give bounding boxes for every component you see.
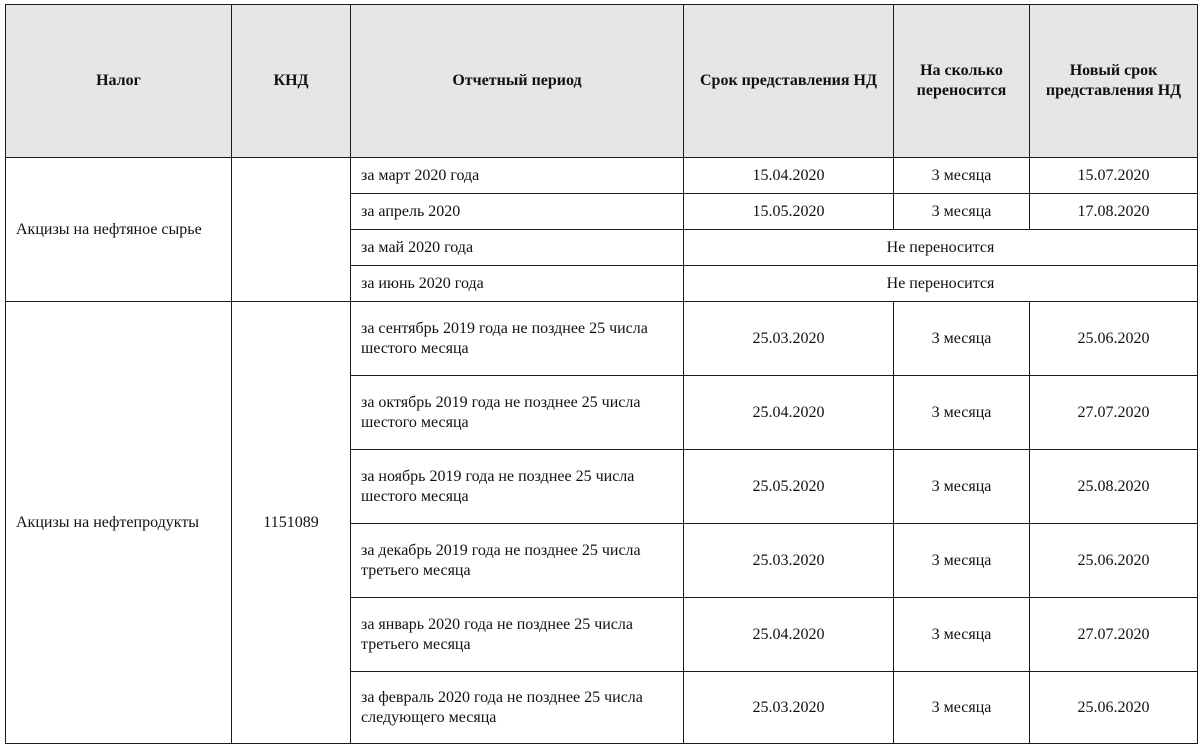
deadline-cell: 25.03.2020 xyxy=(684,524,894,598)
shift-cell: 3 месяца xyxy=(894,302,1030,376)
deadline-cell: 25.03.2020 xyxy=(684,302,894,376)
header-shift: На сколько переносится xyxy=(894,5,1030,158)
not-postponed-cell: Не переносится xyxy=(684,230,1198,266)
tax-name-crude: Акцизы на нефтяное сырье xyxy=(6,158,232,302)
deadline-cell: 15.04.2020 xyxy=(684,158,894,194)
period-cell: за январь 2020 года не позднее 25 числа третьего месяца xyxy=(351,598,684,672)
deadline-cell: 25.04.2020 xyxy=(684,376,894,450)
period-cell: за май 2020 года xyxy=(351,230,684,266)
shift-cell: 3 месяца xyxy=(894,672,1030,744)
deadline-cell: 25.04.2020 xyxy=(684,598,894,672)
new-deadline-cell: 25.06.2020 xyxy=(1030,302,1198,376)
shift-cell: 3 месяца xyxy=(894,194,1030,230)
header-knd: КНД xyxy=(232,5,351,158)
period-cell: за июнь 2020 года xyxy=(351,266,684,302)
tax-deadline-table xyxy=(5,4,1198,744)
new-deadline-cell: 25.08.2020 xyxy=(1030,450,1198,524)
deadline-cell: 25.05.2020 xyxy=(684,450,894,524)
deadline-cell: 15.05.2020 xyxy=(684,194,894,230)
period-cell: за октябрь 2019 года не позднее 25 числа шестого месяца xyxy=(351,376,684,450)
table-row xyxy=(6,158,1198,194)
period-cell: за март 2020 года xyxy=(351,158,684,194)
new-deadline-cell: 27.07.2020 xyxy=(1030,598,1198,672)
header-row xyxy=(6,5,1198,158)
period-cell: за ноябрь 2019 года не позднее 25 числа шестого месяца xyxy=(351,450,684,524)
shift-cell: 3 месяца xyxy=(894,598,1030,672)
period-cell: за апрель 2020 xyxy=(351,194,684,230)
new-deadline-cell: 25.06.2020 xyxy=(1030,672,1198,744)
knd-petroleum: 1151089 xyxy=(232,302,351,744)
period-cell: за февраль 2020 года не позднее 25 числа следующего месяца xyxy=(351,672,684,744)
shift-cell: 3 месяца xyxy=(894,524,1030,598)
period-cell: за сентябрь 2019 года не позднее 25 числа шестого месяца xyxy=(351,302,684,376)
new-deadline-cell: 17.08.2020 xyxy=(1030,194,1198,230)
new-deadline-cell: 25.06.2020 xyxy=(1030,524,1198,598)
header-tax: Налог xyxy=(6,5,232,158)
header-period: Отчетный период xyxy=(351,5,684,158)
table-row xyxy=(6,302,1198,376)
shift-cell: 3 месяца xyxy=(894,376,1030,450)
shift-cell: 3 месяца xyxy=(894,158,1030,194)
tax-name-petroleum: Акцизы на нефтепродукты xyxy=(6,302,232,744)
knd-crude xyxy=(232,158,351,302)
deadline-cell: 25.03.2020 xyxy=(684,672,894,744)
not-postponed-cell: Не переносится xyxy=(684,266,1198,302)
header-deadline: Срок представления НД xyxy=(684,5,894,158)
header-new-deadline: Новый срок представления НД xyxy=(1030,5,1198,158)
shift-cell: 3 месяца xyxy=(894,450,1030,524)
new-deadline-cell: 15.07.2020 xyxy=(1030,158,1198,194)
new-deadline-cell: 27.07.2020 xyxy=(1030,376,1198,450)
period-cell: за декабрь 2019 года не позднее 25 числа третьего месяца xyxy=(351,524,684,598)
